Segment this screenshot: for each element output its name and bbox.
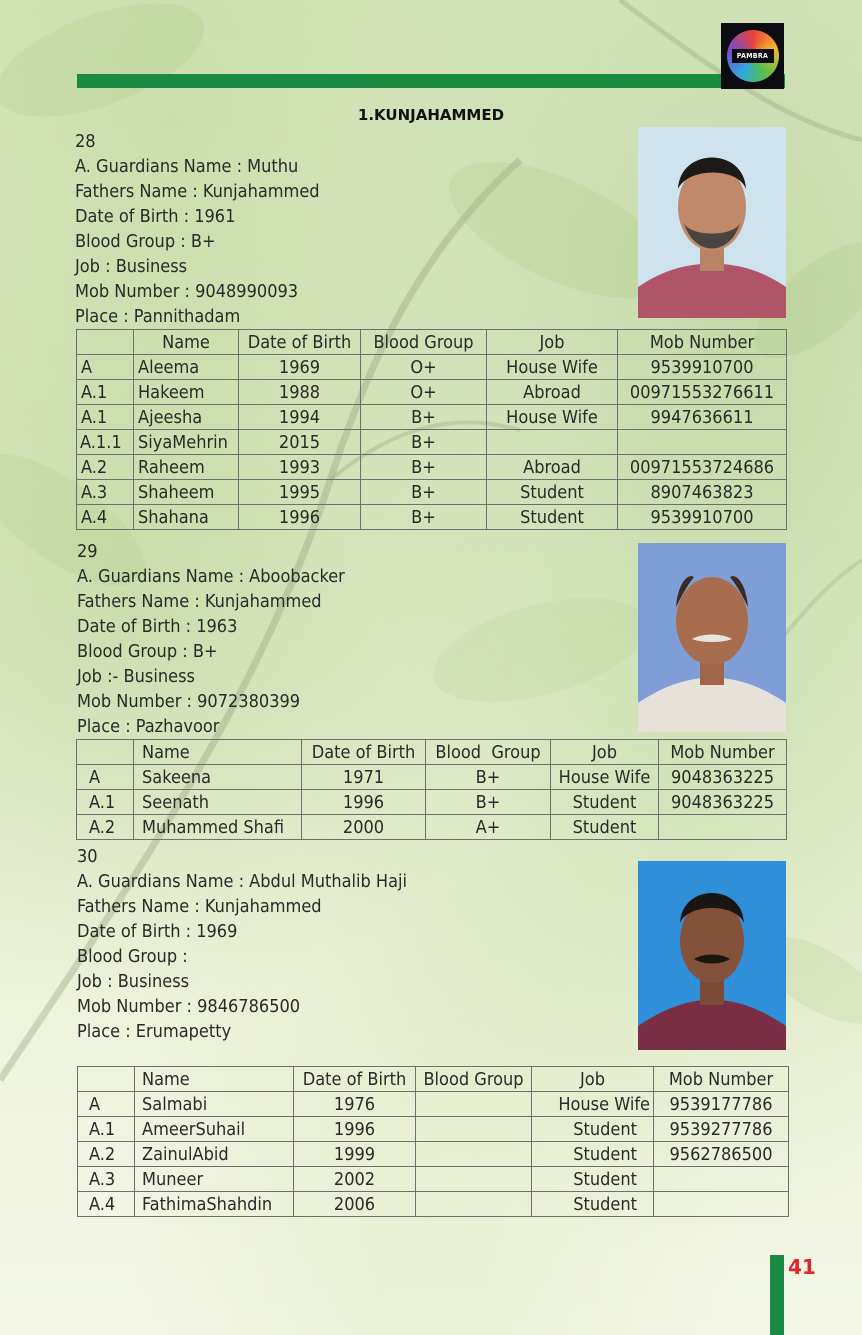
table-row — [77, 430, 787, 455]
cell: B+ — [361, 505, 487, 530]
logo — [721, 23, 784, 89]
guardian-name: A. Guardians Name : Muthu — [75, 156, 299, 177]
photo-family-29 — [638, 543, 786, 732]
fathers-name: Fathers Name : Kunjahammed — [75, 181, 320, 202]
table-header-row — [78, 1067, 789, 1092]
cell — [659, 815, 787, 840]
cell: 1993 — [239, 455, 361, 480]
cell: 1994 — [239, 405, 361, 430]
table-row — [77, 815, 787, 840]
job: Job : Business — [77, 971, 190, 992]
cell: 1971 — [302, 765, 426, 790]
cell — [416, 1092, 532, 1117]
mob-number: Mob Number : 9846786500 — [77, 996, 301, 1017]
cell: B+ — [426, 790, 551, 815]
cell: A.4 — [77, 505, 134, 530]
cell: 9539277786 — [654, 1117, 789, 1142]
cell: A.2 — [77, 455, 134, 480]
blood-group: Blood Group : B+ — [75, 231, 216, 252]
family-number: 30 — [77, 846, 98, 867]
cell: 2015 — [239, 430, 361, 455]
table-row — [78, 1117, 789, 1142]
table-row — [77, 790, 787, 815]
cell: 9539910700 — [618, 355, 787, 380]
cell: House Wife — [487, 405, 618, 430]
cell: Hakeem — [134, 380, 239, 405]
header-rule — [77, 74, 785, 88]
cell: 2002 — [294, 1167, 416, 1192]
mob-number: Mob Number : 9048990093 — [75, 281, 299, 302]
table-row — [77, 765, 787, 790]
header-cell: Name — [134, 740, 302, 765]
cell: Ajeesha — [134, 405, 239, 430]
cell: SiyaMehrin — [134, 430, 239, 455]
photo-family-28 — [638, 127, 786, 318]
cell: Student — [551, 815, 659, 840]
cell: 9048363225 — [659, 765, 787, 790]
page-number: 41 — [788, 1255, 816, 1279]
header-cell: Mob Number — [654, 1067, 789, 1092]
cell: 9048363225 — [659, 790, 787, 815]
cell: 00971553724686 — [618, 455, 787, 480]
cell: A.2 — [77, 815, 134, 840]
cell: A.4 — [78, 1192, 135, 1217]
family-number: 29 — [77, 541, 98, 562]
header-cell: Mob Number — [659, 740, 787, 765]
header-cell: Date of Birth — [239, 330, 361, 355]
cell: A.3 — [78, 1167, 135, 1192]
header-cell: Job — [551, 740, 659, 765]
cell: 1969 — [239, 355, 361, 380]
cell: A.1.1 — [77, 430, 134, 455]
place: Place : Pazhavoor — [77, 716, 220, 737]
date-of-birth: Date of Birth : 1963 — [77, 616, 238, 637]
place: Place : Pannithadam — [75, 306, 241, 327]
cell — [416, 1117, 532, 1142]
family-30-info — [77, 844, 407, 1044]
header-cell: Name — [134, 330, 239, 355]
cell: 2006 — [294, 1192, 416, 1217]
cell: Seenath — [134, 790, 302, 815]
header-cell: Job — [487, 330, 618, 355]
table-row — [78, 1192, 789, 1217]
cell: 1999 — [294, 1142, 416, 1167]
cell: Muneer — [135, 1167, 294, 1192]
cell: Aleema — [134, 355, 239, 380]
guardian-name: A. Guardians Name : Abdul Muthalib Haji — [77, 871, 408, 892]
family-29-info — [77, 539, 345, 739]
cell: Student — [532, 1142, 654, 1167]
cell: A.1 — [77, 380, 134, 405]
cell: 00971553276611 — [618, 380, 787, 405]
cell: A — [77, 355, 134, 380]
cell: Sakeena — [134, 765, 302, 790]
header-cell: Date of Birth — [294, 1067, 416, 1092]
cell: 9539910700 — [618, 505, 787, 530]
job: Job : Business — [75, 256, 188, 277]
cell: Shahana — [134, 505, 239, 530]
header-cell: Job — [532, 1067, 654, 1092]
cell: 1995 — [239, 480, 361, 505]
cell: A — [78, 1092, 135, 1117]
header-cell: Blood Group — [426, 740, 551, 765]
cell: 9947636611 — [618, 405, 787, 430]
page-title: 1.KUNJAHAMMED — [357, 106, 505, 124]
cell — [487, 430, 618, 455]
cell: 1996 — [294, 1117, 416, 1142]
cell — [416, 1192, 532, 1217]
cell — [618, 430, 787, 455]
cell: 2000 — [302, 815, 426, 840]
header-cell: Date of Birth — [302, 740, 426, 765]
cell: 1996 — [239, 505, 361, 530]
table-row — [78, 1167, 789, 1192]
mob-number: Mob Number : 9072380399 — [77, 691, 301, 712]
cell: 8907463823 — [618, 480, 787, 505]
family-number: 28 — [75, 131, 96, 152]
header-cell: Mob Number — [618, 330, 787, 355]
family-28-info — [75, 129, 320, 329]
cell: Abroad — [487, 455, 618, 480]
cell: Raheem — [134, 455, 239, 480]
cell: O+ — [361, 355, 487, 380]
page-number-bar — [770, 1255, 784, 1335]
date-of-birth: Date of Birth : 1961 — [75, 206, 236, 227]
cell: B+ — [361, 430, 487, 455]
header-cell — [78, 1067, 135, 1092]
table-row — [77, 505, 787, 530]
table-row — [77, 480, 787, 505]
table-row — [77, 355, 787, 380]
cell: 1988 — [239, 380, 361, 405]
cell: House Wife — [487, 355, 618, 380]
cell: B+ — [361, 455, 487, 480]
table-row — [77, 380, 787, 405]
cell: Student — [551, 790, 659, 815]
place: Place : Erumapetty — [77, 1021, 232, 1042]
logo-emblem-icon — [727, 30, 779, 82]
header-cell: Name — [135, 1067, 294, 1092]
table-header-row — [77, 330, 787, 355]
cell: 9562786500 — [654, 1142, 789, 1167]
cell: Salmabi — [135, 1092, 294, 1117]
cell: Student — [532, 1192, 654, 1217]
cell: Student — [532, 1117, 654, 1142]
cell: FathimaShahdin — [135, 1192, 294, 1217]
fathers-name: Fathers Name : Kunjahammed — [77, 896, 322, 917]
header-cell: Blood Group — [361, 330, 487, 355]
cell: Muhammed Shafi — [134, 815, 302, 840]
header-cell — [77, 330, 134, 355]
guardian-name: A. Guardians Name : Aboobacker — [77, 566, 345, 587]
blood-group: Blood Group : B+ — [77, 641, 218, 662]
cell: A.2 — [78, 1142, 135, 1167]
photo-family-30 — [638, 861, 786, 1050]
cell: Student — [532, 1167, 654, 1192]
logo-text: PAMBRA — [732, 49, 774, 63]
table-row — [78, 1092, 789, 1117]
job: Job :- Business — [77, 666, 195, 687]
cell: ZainulAbid — [135, 1142, 294, 1167]
cell: Student — [487, 480, 618, 505]
cell — [654, 1192, 789, 1217]
cell: A — [77, 765, 134, 790]
cell — [416, 1167, 532, 1192]
cell: A+ — [426, 815, 551, 840]
table-row — [78, 1142, 789, 1167]
cell: A.3 — [77, 480, 134, 505]
family-29-table — [76, 739, 787, 840]
header-cell: Blood Group — [416, 1067, 532, 1092]
cell: Abroad — [487, 380, 618, 405]
header-cell — [77, 740, 134, 765]
cell: 1996 — [302, 790, 426, 815]
cell: Student — [487, 505, 618, 530]
cell: 1976 — [294, 1092, 416, 1117]
cell: House Wife — [532, 1092, 654, 1117]
family-28-table — [76, 329, 787, 530]
cell: B+ — [361, 480, 487, 505]
blood-group: Blood Group : — [77, 946, 188, 967]
table-row — [77, 405, 787, 430]
cell: A.1 — [77, 405, 134, 430]
cell: A.1 — [77, 790, 134, 815]
cell: B+ — [426, 765, 551, 790]
family-30-table — [77, 1066, 789, 1217]
cell — [654, 1167, 789, 1192]
table-row — [77, 455, 787, 480]
fathers-name: Fathers Name : Kunjahammed — [77, 591, 322, 612]
cell: B+ — [361, 405, 487, 430]
cell: House Wife — [551, 765, 659, 790]
cell: AmeerSuhail — [135, 1117, 294, 1142]
table-header-row — [77, 740, 787, 765]
cell: Shaheem — [134, 480, 239, 505]
cell: 9539177786 — [654, 1092, 789, 1117]
date-of-birth: Date of Birth : 1969 — [77, 921, 238, 942]
cell — [416, 1142, 532, 1167]
cell: A.1 — [78, 1117, 135, 1142]
cell: O+ — [361, 380, 487, 405]
